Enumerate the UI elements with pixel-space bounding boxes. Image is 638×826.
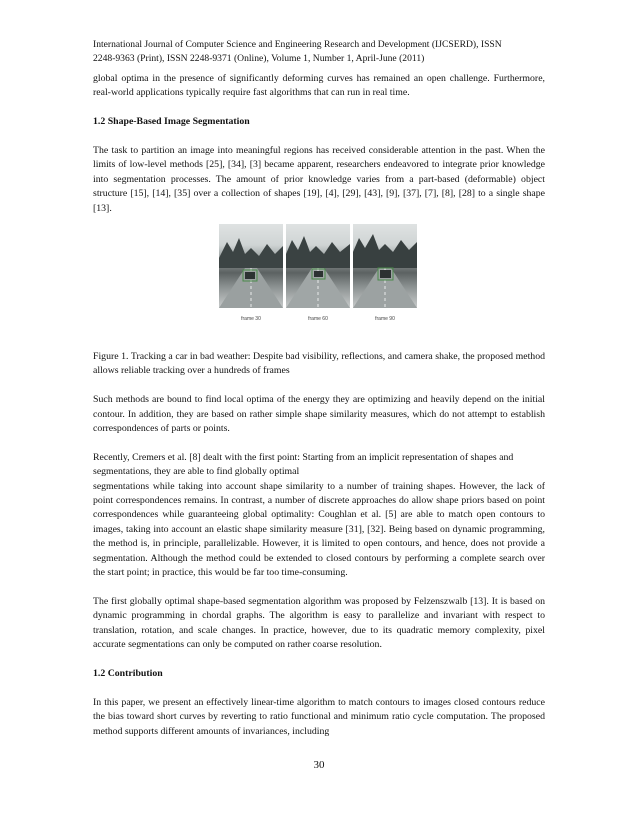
frame-image-1 [219,224,283,308]
paper-body [93,72,545,739]
header-line-1: International Journal of Computer Science and Engineering Research and Development (IJCSERD), ISSN [93,39,502,50]
paragraph-1: global optima in the presence of significantly deforming curves has remained an open challenge. Furthermore, real-world applications typically require fast algorithms that can run in real time. [93,73,545,99]
paragraph-6: In this paper, we present an effectively linear-time algorithm to match contours to images closed contours reduce the bias toward short curves by reverting to ratio functional and minimum ratio cycle computation. The proposed method supports different amounts of invariances, including [93,696,545,737]
paragraph-3: Such methods are bound to find local optima of the energy they are optimizing and heavily depend on the initial contour. In addition, they are based on rather simple shape similarity measures, which do not attempt to establish correspondences of parts or points. [93,394,545,435]
paragraph-2: The task to partition an image into meaningful regions has received considerable attention in the past. When the limits of low-level methods [25], [34], [3] became apparent, researchers endeavored to integrate prior knowledge into segmentation processes. The amount of prior knowledge varies from a part-based (deformable) object structure [15], [14], [35] over a collection of shapes [19], [4], [29], [43], [9], [37], [7], [8], [28] to a single shape [13]. [93,145,545,214]
journal-header [93,38,545,66]
paragraph-4-cont: segmentations while taking into account shape similarity to a number of training shapes. However, the lack of point correspondences remains. In contrast, a number of discrete approaches do allow shape priors based on point correspondences while guaranteeing global optimality: Coughlan et al. [5] are able to match open contours to images, taking into account an elastic shape similarity measure [31], [32]. Being based on dynamic programming, the method is, in principle, parallelizable. However, it is limited to open contours, and hence, does not provide a segmentation. Although the method could be extended to closed contours by performing a complete search over the start point; in practice, this would be far too time-consuming. [93,480,545,579]
header-line-2: 2248-9363 (Print), ISSN 2248-9371 (Online), Volume 1, Number 1, April-June (2011) [93,53,425,64]
tracking-frames [219,224,417,328]
frame-label-3: frame 90 [375,316,395,323]
paragraph-4-start: Recently, Cremers et al. [8] dealt with the first point: Starting from an implicit representation of shapes and segmentations, they are able to find globally optimal [93,451,514,478]
paragraph-5: The first globally optimal shape-based segmentation algorithm was proposed by Felzenszwalb [13]. It is based on dynamic programming in chordal graphs. The algorithm is easy to parallelize and invariant with respect to translation, rotation, and scale changes. In practice, however, due to its quadratic memory complexity, pixel accurate segmentations can only be computed on rather coarse resolution. [93,595,545,651]
section-heading-shape-based-segmentation: 1.2 Shape-Based Image Segmentation [93,116,250,128]
frame-label-1: frame 30 [241,316,261,323]
page-number: 30 [313,759,325,771]
figure-caption: Figure 1. Tracking a car in bad weather: Despite bad visibility, reflections, and camera shake, the proposed method allows reliable tracking over a hundreds of frames [93,351,545,377]
frame-image-2 [286,224,350,308]
section-heading-contribution: 1.2 Contribution [93,667,163,679]
frame-image-3 [353,224,417,308]
figure-1 [93,218,545,350]
frame-label-2: frame 60 [308,316,328,323]
